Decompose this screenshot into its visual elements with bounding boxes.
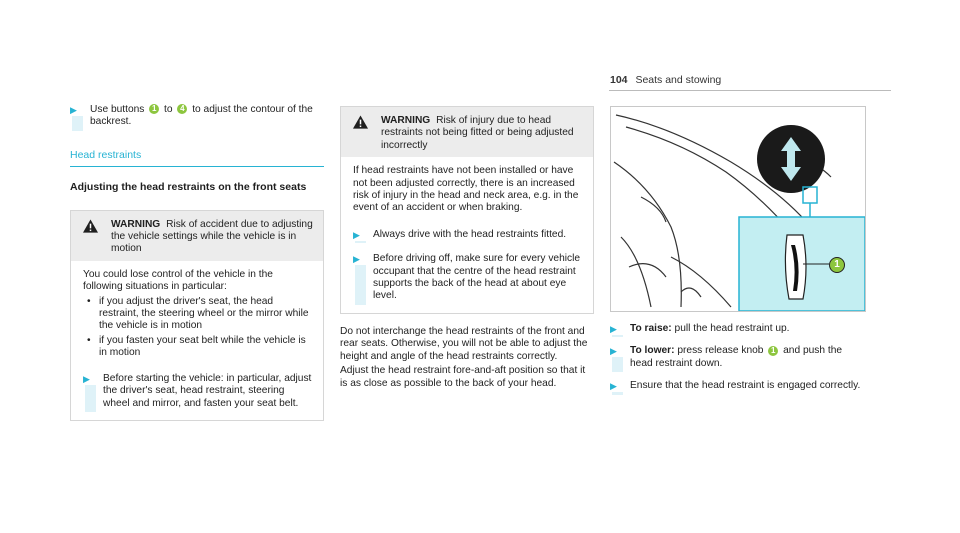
list-item: • if you adjust the driver's seat, the head restraint, the steering wheel or the mirror while the vehicle is in motion [87, 295, 309, 332]
step-ensure: ▶ Ensure that the head restraint is engaged correctly. [610, 380, 864, 392]
car-interior-drawing [611, 107, 865, 311]
callout-4-icon: 4 [177, 104, 187, 114]
warning-box-accident [70, 210, 324, 421]
arrow-icon: ▶ [353, 254, 360, 265]
step-bar [72, 116, 83, 131]
callout-1-icon: 1 [149, 104, 159, 114]
step-bar [612, 357, 623, 372]
warning-step: ▶ Before driving off, make sure for every vehicle occupant that the centre of the head restraint supports the back of the head at about eye level. [353, 253, 583, 303]
warning-header [71, 211, 323, 261]
step-lower: ▶ To lower: press release knob 1 and push the head restraint down. [610, 345, 864, 370]
warning-box-injury [340, 106, 594, 314]
callout-1-icon: 1 [829, 257, 845, 273]
column-3-steps [610, 323, 864, 401]
warning-text: If head restraints have not been installed or have not been adjusted correctly, there is an increased risk of injury in the head and neck area, e.g. in the event of an accident or when braking. [353, 165, 579, 214]
step-bar [85, 385, 96, 412]
step-adjust-contour [70, 104, 324, 129]
subheading: Adjusting the head restraints on the front seats [70, 181, 307, 194]
step-bar [355, 241, 366, 243]
step-bar [612, 335, 623, 337]
warning-label: WARNING [381, 115, 431, 126]
paragraph: Do not interchange the head restraints of the front and rear seats. Otherwise, you will not be able to adjust the height and angle of the head restraints correctly. [340, 325, 588, 362]
step-text: to adjust the contour of the backrest. [90, 104, 313, 128]
step-text: to [161, 104, 176, 115]
warning-triangle-icon [353, 115, 368, 129]
warning-step: ▶ Always drive with the head restraints fitted. [353, 229, 583, 241]
paragraph: Adjust the head restraint fore-and-aft position so that it is as close as possible to the back of your head. [340, 365, 586, 389]
arrow-icon: ▶ [610, 324, 617, 334]
warning-triangle-icon [83, 219, 98, 233]
warning-header [341, 107, 593, 157]
arrow-icon: ▶ [70, 105, 77, 115]
step-text: Use buttons [90, 104, 148, 115]
step-bar [612, 392, 623, 394]
header-rule [609, 90, 891, 91]
warning-body [341, 157, 593, 313]
arrow-icon: ▶ [610, 346, 617, 357]
head-restraint-illustration [610, 106, 866, 312]
section-title: Head restraints [70, 148, 142, 161]
arrow-icon: ▶ [353, 229, 360, 240]
page-number: 104 [610, 74, 628, 86]
warning-step: ▶ Before starting the vehicle: in particular, adjust the driver's seat, head restraint, steering wheel and mirror, and fasten your seat belt. [83, 373, 313, 410]
list-item: • if you fasten your seat belt while the vehicle is in motion [87, 334, 306, 359]
step-bar [355, 265, 366, 305]
callout-1-icon: 1 [768, 346, 778, 356]
step-raise: ▶ To raise: pull the head restraint up. [610, 323, 864, 335]
column-2 [340, 106, 594, 390]
warning-title: Risk of injury due to head restraints not being fitted or being adjusted incorrectly [381, 115, 574, 151]
page-header [610, 74, 721, 86]
arrow-icon: ▶ [610, 381, 617, 392]
warning-title: Risk of accident due to adjusting the vehicle settings while the vehicle is in motion [111, 218, 313, 255]
warning-label: WARNING [111, 218, 161, 230]
column-1 [70, 104, 324, 421]
section-header [70, 149, 324, 167]
arrow-icon: ▶ [83, 373, 90, 384]
section-name: Seats and stowing [635, 74, 722, 86]
warning-body [71, 261, 323, 420]
warning-text: You could lose control of the vehicle in the following situations in particular: [83, 268, 273, 293]
section-rule [70, 166, 324, 167]
